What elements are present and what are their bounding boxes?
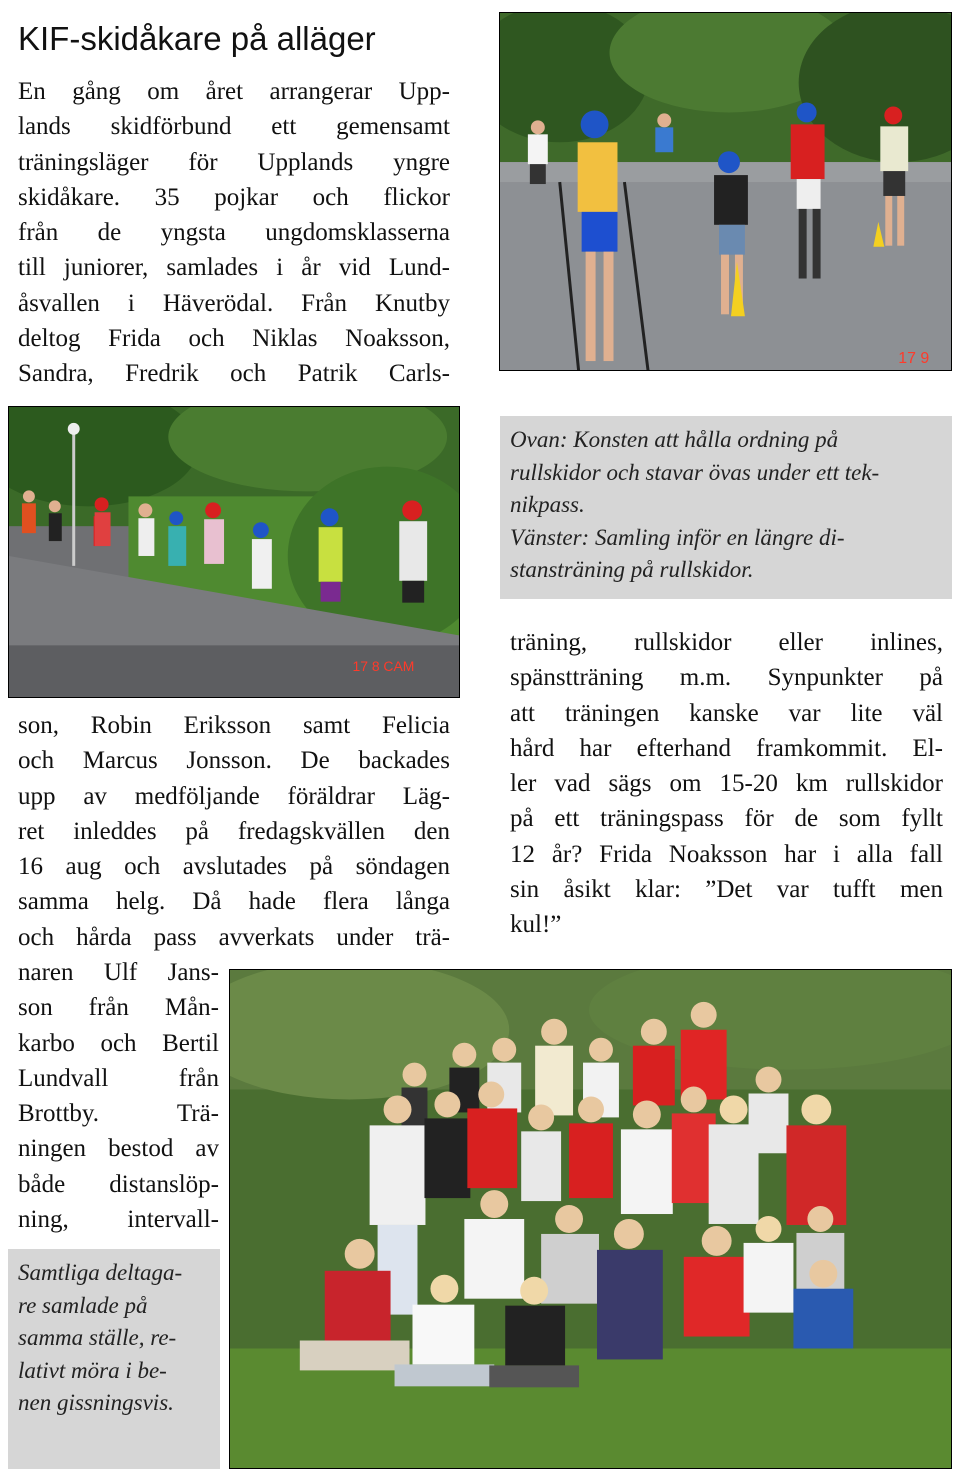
text-line: deltog Frida och Niklas Noaksson, bbox=[18, 325, 450, 353]
photo-group-all-participants bbox=[229, 969, 952, 1469]
text-line: och hårda pass avverkats under trä- bbox=[18, 923, 450, 951]
text-line: Sandra, Fredrik och Patrik Carls- bbox=[18, 360, 450, 388]
text-line: sin åsikt klar: ”Det var tufft men bbox=[510, 876, 943, 904]
photo-date-stamp: 17 9 bbox=[898, 350, 930, 368]
text-line: ret inleddes på fredagskvällen den bbox=[18, 817, 450, 845]
caption-line: Ovan: Konsten att hålla ordning på bbox=[510, 427, 839, 452]
text-line: hård har efterhand framkommit. El- bbox=[510, 734, 943, 762]
text-line: både distanslöp- bbox=[18, 1170, 219, 1198]
text-line: åsvallen i Häverödal. Från Knutby bbox=[18, 289, 450, 317]
text-line: ler vad sägs om 15-20 km rullskidor bbox=[510, 770, 943, 798]
text-line: till juniorer, samlades i år vid Lund- bbox=[18, 254, 450, 282]
text-line: upp av medföljande föräldrar Läg- bbox=[18, 782, 450, 810]
text-line: träningsläger för Upplands yngre bbox=[18, 148, 450, 176]
caption-line: stansträning på rullskidor. bbox=[510, 557, 754, 582]
text-line: son från Mån- bbox=[18, 994, 219, 1022]
text-line: 12 år? Frida Noaksson har i alla fall bbox=[510, 840, 943, 868]
text-line: ning, intervall- bbox=[18, 1206, 219, 1234]
article-title: KIF-skidåkare på alläger bbox=[18, 20, 376, 57]
caption-top bbox=[510, 424, 942, 587]
caption-box-bottom bbox=[8, 1249, 220, 1469]
caption-line: Samtliga deltaga- bbox=[18, 1260, 183, 1285]
text-line: ningen bestod av bbox=[18, 1135, 219, 1163]
caption-box-top bbox=[500, 416, 952, 599]
article-text-column-2 bbox=[510, 625, 943, 943]
caption-line: rullskidor och stavar övas under ett tek- bbox=[510, 459, 880, 485]
text-line: på ett träningspass för de som fyllt bbox=[510, 805, 943, 833]
text-line: Brottby. Trä- bbox=[18, 1100, 219, 1128]
caption-bottom bbox=[18, 1257, 212, 1420]
text-line: träning, rullskidor eller inlines, bbox=[510, 629, 943, 656]
text-line: kul!” bbox=[510, 911, 562, 939]
text-line: skidåkare. 35 pojkar och flickor bbox=[18, 183, 450, 211]
caption-line: re samlade på bbox=[18, 1292, 148, 1318]
photo-skiers-lined-up bbox=[8, 406, 460, 698]
caption-line: Vänster: Samling inför en längre di- bbox=[510, 524, 845, 550]
text-line: naren Ulf Jans- bbox=[18, 959, 219, 986]
photo-roller-ski-technique bbox=[499, 12, 952, 371]
caption-line: lativt möra i be- bbox=[18, 1357, 167, 1383]
text-line: och Marcus Jonsson. De backades bbox=[18, 747, 450, 775]
text-line: samma helg. Då hade flera långa bbox=[18, 888, 450, 916]
text-line: lands skidförbund ett gemensamt bbox=[18, 113, 450, 141]
article-text-middle bbox=[18, 708, 450, 955]
caption-line: nen gissningsvis. bbox=[18, 1390, 174, 1415]
text-line: son, Robin Eriksson samt Felicia bbox=[18, 712, 450, 739]
photo-date-stamp-2: 17 8 CAM bbox=[352, 658, 415, 675]
text-line: från de yngsta ungdomsklasserna bbox=[18, 219, 450, 247]
caption-line: samma ställe, re- bbox=[18, 1325, 177, 1350]
text-line: Lundvall från bbox=[18, 1064, 219, 1092]
article-text-narrow bbox=[18, 955, 219, 1237]
article-text-intro bbox=[18, 74, 450, 392]
caption-line: nikpass. bbox=[510, 492, 585, 517]
text-line: En gång om året arrangerar Upp- bbox=[18, 78, 450, 105]
text-line: karbo och Bertil bbox=[18, 1029, 219, 1057]
text-line: att träningen kanske var lite väl bbox=[510, 699, 943, 727]
text-line: spänstträning m.m. Synpunkter på bbox=[510, 664, 943, 692]
text-line: 16 aug och avslutades på söndagen bbox=[18, 853, 450, 881]
